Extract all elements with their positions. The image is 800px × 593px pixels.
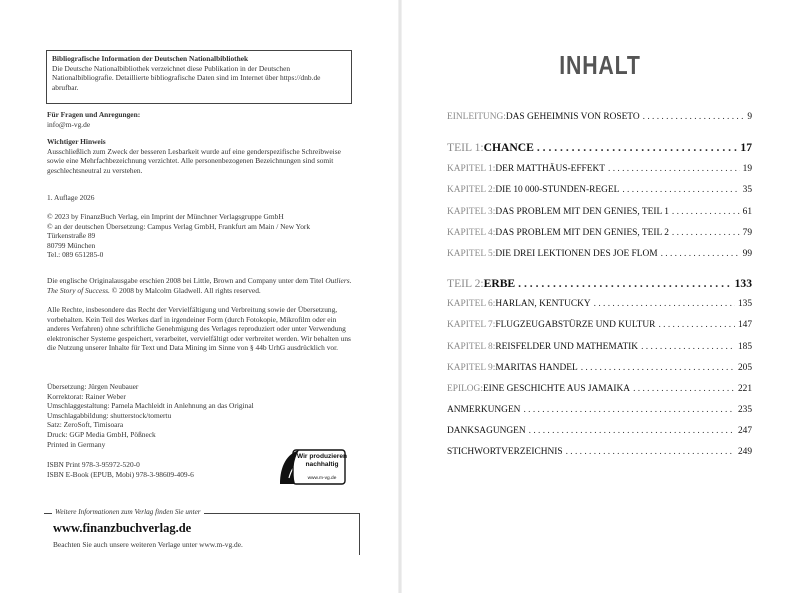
toc-page-number: 19 <box>742 164 752 174</box>
credit-line: Korrektorat: Rainer Weber <box>47 391 126 401</box>
toc-entry-chapter-6[interactable] <box>447 299 752 311</box>
toc-title: STICHWORTVERZEICHNIS <box>447 447 563 457</box>
toc-entry-chapter-1[interactable] <box>447 164 752 176</box>
rights-text: Alle Rechte, insbesondere das Recht der Vervielfältigung und Verbreitung sowie der Übersetzung, vorbehalten. Kein Teil des Werkes darf in irgendeiner Form (durch Fotokopie, Mikrofilm oder ein anderes Verfahren) ohne schriftliche Genehmigung des Verlages reproduziert oder unter Verwendung elektronischer Systeme gespeichert, verarbeitet, vervielfältigt oder verbreitet werden. Wir behalten uns die Nutzung unserer Inhalte für Text und Data Mining im Sinne von § 44b UrhG ausdrücklich vor. <box>47 305 351 353</box>
badge-line2: nachhaltig <box>305 460 339 468</box>
toc-prefix: TEIL 2: <box>447 277 484 290</box>
notice-block <box>47 137 359 175</box>
toc-entry-chapter-2[interactable] <box>447 185 752 197</box>
toc-page-number: 235 <box>737 405 752 415</box>
toc-leader <box>566 447 735 457</box>
toc-page-number: 135 <box>737 299 752 309</box>
toc-leader <box>537 141 738 154</box>
toc-title: DIE DREI LEKTIONEN DES JOE FLOM <box>495 249 658 259</box>
toc-title: CHANCE <box>483 141 534 154</box>
toc-entry-notes[interactable] <box>447 405 752 417</box>
edition: 1. Auflage 2026 <box>47 193 95 202</box>
toc-page-number: 249 <box>737 447 752 457</box>
toc-page-number: 133 <box>734 277 752 290</box>
credit-line: Umschlagabbildung: shutterstock/tomertu <box>47 410 172 420</box>
toc-prefix: KAPITEL 4: <box>447 228 496 238</box>
toc-leader <box>641 342 735 352</box>
toc-title: ANMERKUNGEN <box>447 405 521 415</box>
toc-prefix: KAPITEL 3: <box>447 207 496 217</box>
phone-line: Tel.: 089 651285-0 <box>47 250 104 260</box>
toc-page-number: 147 <box>737 320 752 330</box>
publisher-url[interactable]: www.finanzbuchverlag.de <box>53 521 192 535</box>
toc-page-number: 185 <box>737 342 752 352</box>
web-caption: Weitere Informationen zum Verlag finden Sie unter <box>52 508 204 518</box>
toc-entry-chapter-8[interactable] <box>447 342 752 354</box>
address-line: 80799 München <box>47 240 96 250</box>
toc-page-number: 99 <box>742 249 752 259</box>
toc-leader <box>523 405 735 415</box>
toc-prefix: TEIL 1: <box>447 141 484 154</box>
badge-url: www.m-vg.de <box>307 476 337 481</box>
toc-leader <box>581 363 735 373</box>
toc-entry-part-1[interactable] <box>447 141 752 155</box>
credit-line: Übersetzung: Jürgen Neubauer <box>47 382 139 391</box>
toc-page <box>400 0 800 593</box>
toc-prefix: KAPITEL 8: <box>447 342 496 352</box>
toc-prefix: KAPITEL 6: <box>447 299 496 309</box>
toc-entry-introduction[interactable] <box>447 112 752 124</box>
questions-block <box>47 110 359 129</box>
original-text-a: Die englische Originalausgabe erschien 2008 bei Little, Brown and Company unter dem Titel <box>47 276 324 285</box>
toc-prefix: KAPITEL 9: <box>447 363 496 373</box>
toc-leader <box>672 207 740 217</box>
toc-page-number: 35 <box>742 185 752 195</box>
toc-leader <box>672 228 740 238</box>
toc-leader <box>622 185 739 195</box>
original-edition-block <box>47 276 359 295</box>
toc-page-number: 17 <box>740 141 752 154</box>
credit-line: Satz: ZeroSoft, Timisoara <box>47 420 124 430</box>
copyright-line: © an der deutschen Übersetzung: Campus Verlag GmbH, Frankfurt am Main / New York <box>47 221 311 231</box>
toc-title: DAS PROBLEM MIT DEN GENIES, TEIL 2 <box>495 228 669 238</box>
toc-title: ERBE <box>483 277 516 290</box>
toc-title: EINE GESCHICHTE AUS JAMAIKA <box>482 384 631 394</box>
toc-leader <box>529 426 735 436</box>
copyright-line: © 2023 by FinanzBuch Verlag, ein Imprint der Münchner Verlagsgruppe GmbH <box>47 212 284 221</box>
toc-page-number: 221 <box>737 384 752 394</box>
toc-entry-chapter-7[interactable] <box>447 320 752 332</box>
original-title: Outliers. The Story of Success. <box>47 276 352 295</box>
badge-line1: Wir produzieren <box>296 453 348 460</box>
credit-line: Printed in Germany <box>47 439 106 449</box>
credits-block <box>47 382 359 449</box>
address-line: Türkenstraße 89 <box>47 231 96 241</box>
toc-leader <box>633 384 735 394</box>
toc-leader <box>658 320 735 330</box>
toc-entry-epilogue[interactable] <box>447 384 752 396</box>
toc-page-number: 61 <box>742 207 752 217</box>
toc-page-number: 205 <box>737 363 752 373</box>
toc-leader <box>661 249 740 259</box>
toc-title: FLUGZEUGABSTÜRZE UND KULTUR <box>495 320 656 330</box>
toc-title: DANKSAGUNGEN <box>447 426 526 436</box>
dnb-info-box <box>46 50 352 104</box>
notice-text: Ausschließlich zum Zweck der besseren Lesbarkeit wurde auf eine genderspezifische Schreibweise sowie eine Mehrfachbezeichnung verzichtet. Alle personenbezogenen Bezeichnungen sind somit geschlechtsneutral zu verstehen. <box>47 146 341 175</box>
toc-prefix: EINLEITUNG: <box>447 112 506 122</box>
isbn-ebook: ISBN E-Book (EPUB, Mobi) 978-3-98609-409-6 <box>47 469 194 479</box>
toc-page-number: 9 <box>747 112 752 122</box>
toc-title: DAS GEHEIMNIS VON ROSETO <box>505 112 640 122</box>
toc-entry-chapter-9[interactable] <box>447 363 752 375</box>
toc-title: DER MATTHÄUS-EFFEKT <box>495 164 605 174</box>
toc-leader <box>643 112 745 122</box>
toc-prefix: KAPITEL 5: <box>447 249 496 259</box>
toc-prefix: KAPITEL 7: <box>447 320 496 330</box>
toc-page-number: 247 <box>737 426 752 436</box>
toc-leader <box>608 164 740 174</box>
toc-page-number: 79 <box>742 228 752 238</box>
original-text-b: © 2008 by Malcolm Gladwell. All rights reserved. <box>109 285 261 295</box>
toc-title: DAS PROBLEM MIT DEN GENIES, TEIL 1 <box>495 207 669 217</box>
toc-title: DIE 10 000-STUNDEN-REGEL <box>495 185 620 195</box>
questions-title: Für Fragen und Anregungen: <box>47 110 141 119</box>
toc-entry-part-2[interactable] <box>447 277 752 291</box>
toc-title: REISFELDER UND MATHEMATIK <box>495 342 639 352</box>
toc-leader <box>594 299 735 309</box>
toc-title: HARLAN, KENTUCKY <box>495 299 591 309</box>
toc-entry-chapter-3[interactable] <box>447 207 752 219</box>
toc-heading: INHALT <box>559 50 641 80</box>
isbn-print: ISBN Print 978-3-95972-520-0 <box>47 460 140 469</box>
questions-email[interactable]: info@m-vg.de <box>47 119 91 129</box>
toc-leader <box>518 277 731 290</box>
dnb-title: Bibliografische Information der Deutschen Nationalbibliothek <box>52 54 249 63</box>
notice-title: Wichtiger Hinweis <box>47 137 106 146</box>
dnb-text: Die Deutsche Nationalbibliothek verzeichnet diese Publikation in der Deutschen Nationalbibliografie. Detaillierte bibliografische Daten sind im Internet über https://dnb.de abrufbar. <box>52 63 321 92</box>
toc-prefix: KAPITEL 2: <box>447 185 496 195</box>
credit-line: Umschlaggestaltung: Pamela Machleidt in Anlehnung an das Original <box>47 401 254 411</box>
other-publishers-note: Beachten Sie auch unsere weiteren Verlage unter www.m-vg.de. <box>53 540 243 549</box>
toc-entry-chapter-4[interactable] <box>447 228 752 240</box>
copyright-block <box>47 212 359 260</box>
badge-text <box>294 453 350 468</box>
toc-title: MARITAS HANDEL <box>495 363 578 373</box>
toc-entry-acknowledgements[interactable] <box>447 426 752 438</box>
toc-prefix: EPILOG: <box>447 384 483 394</box>
toc-entry-index[interactable] <box>447 447 752 459</box>
toc-entry-chapter-5[interactable] <box>447 249 752 261</box>
toc-prefix: KAPITEL 1: <box>447 164 496 174</box>
credit-line: Druck: GGP Media GmbH, Pößneck <box>47 429 156 439</box>
